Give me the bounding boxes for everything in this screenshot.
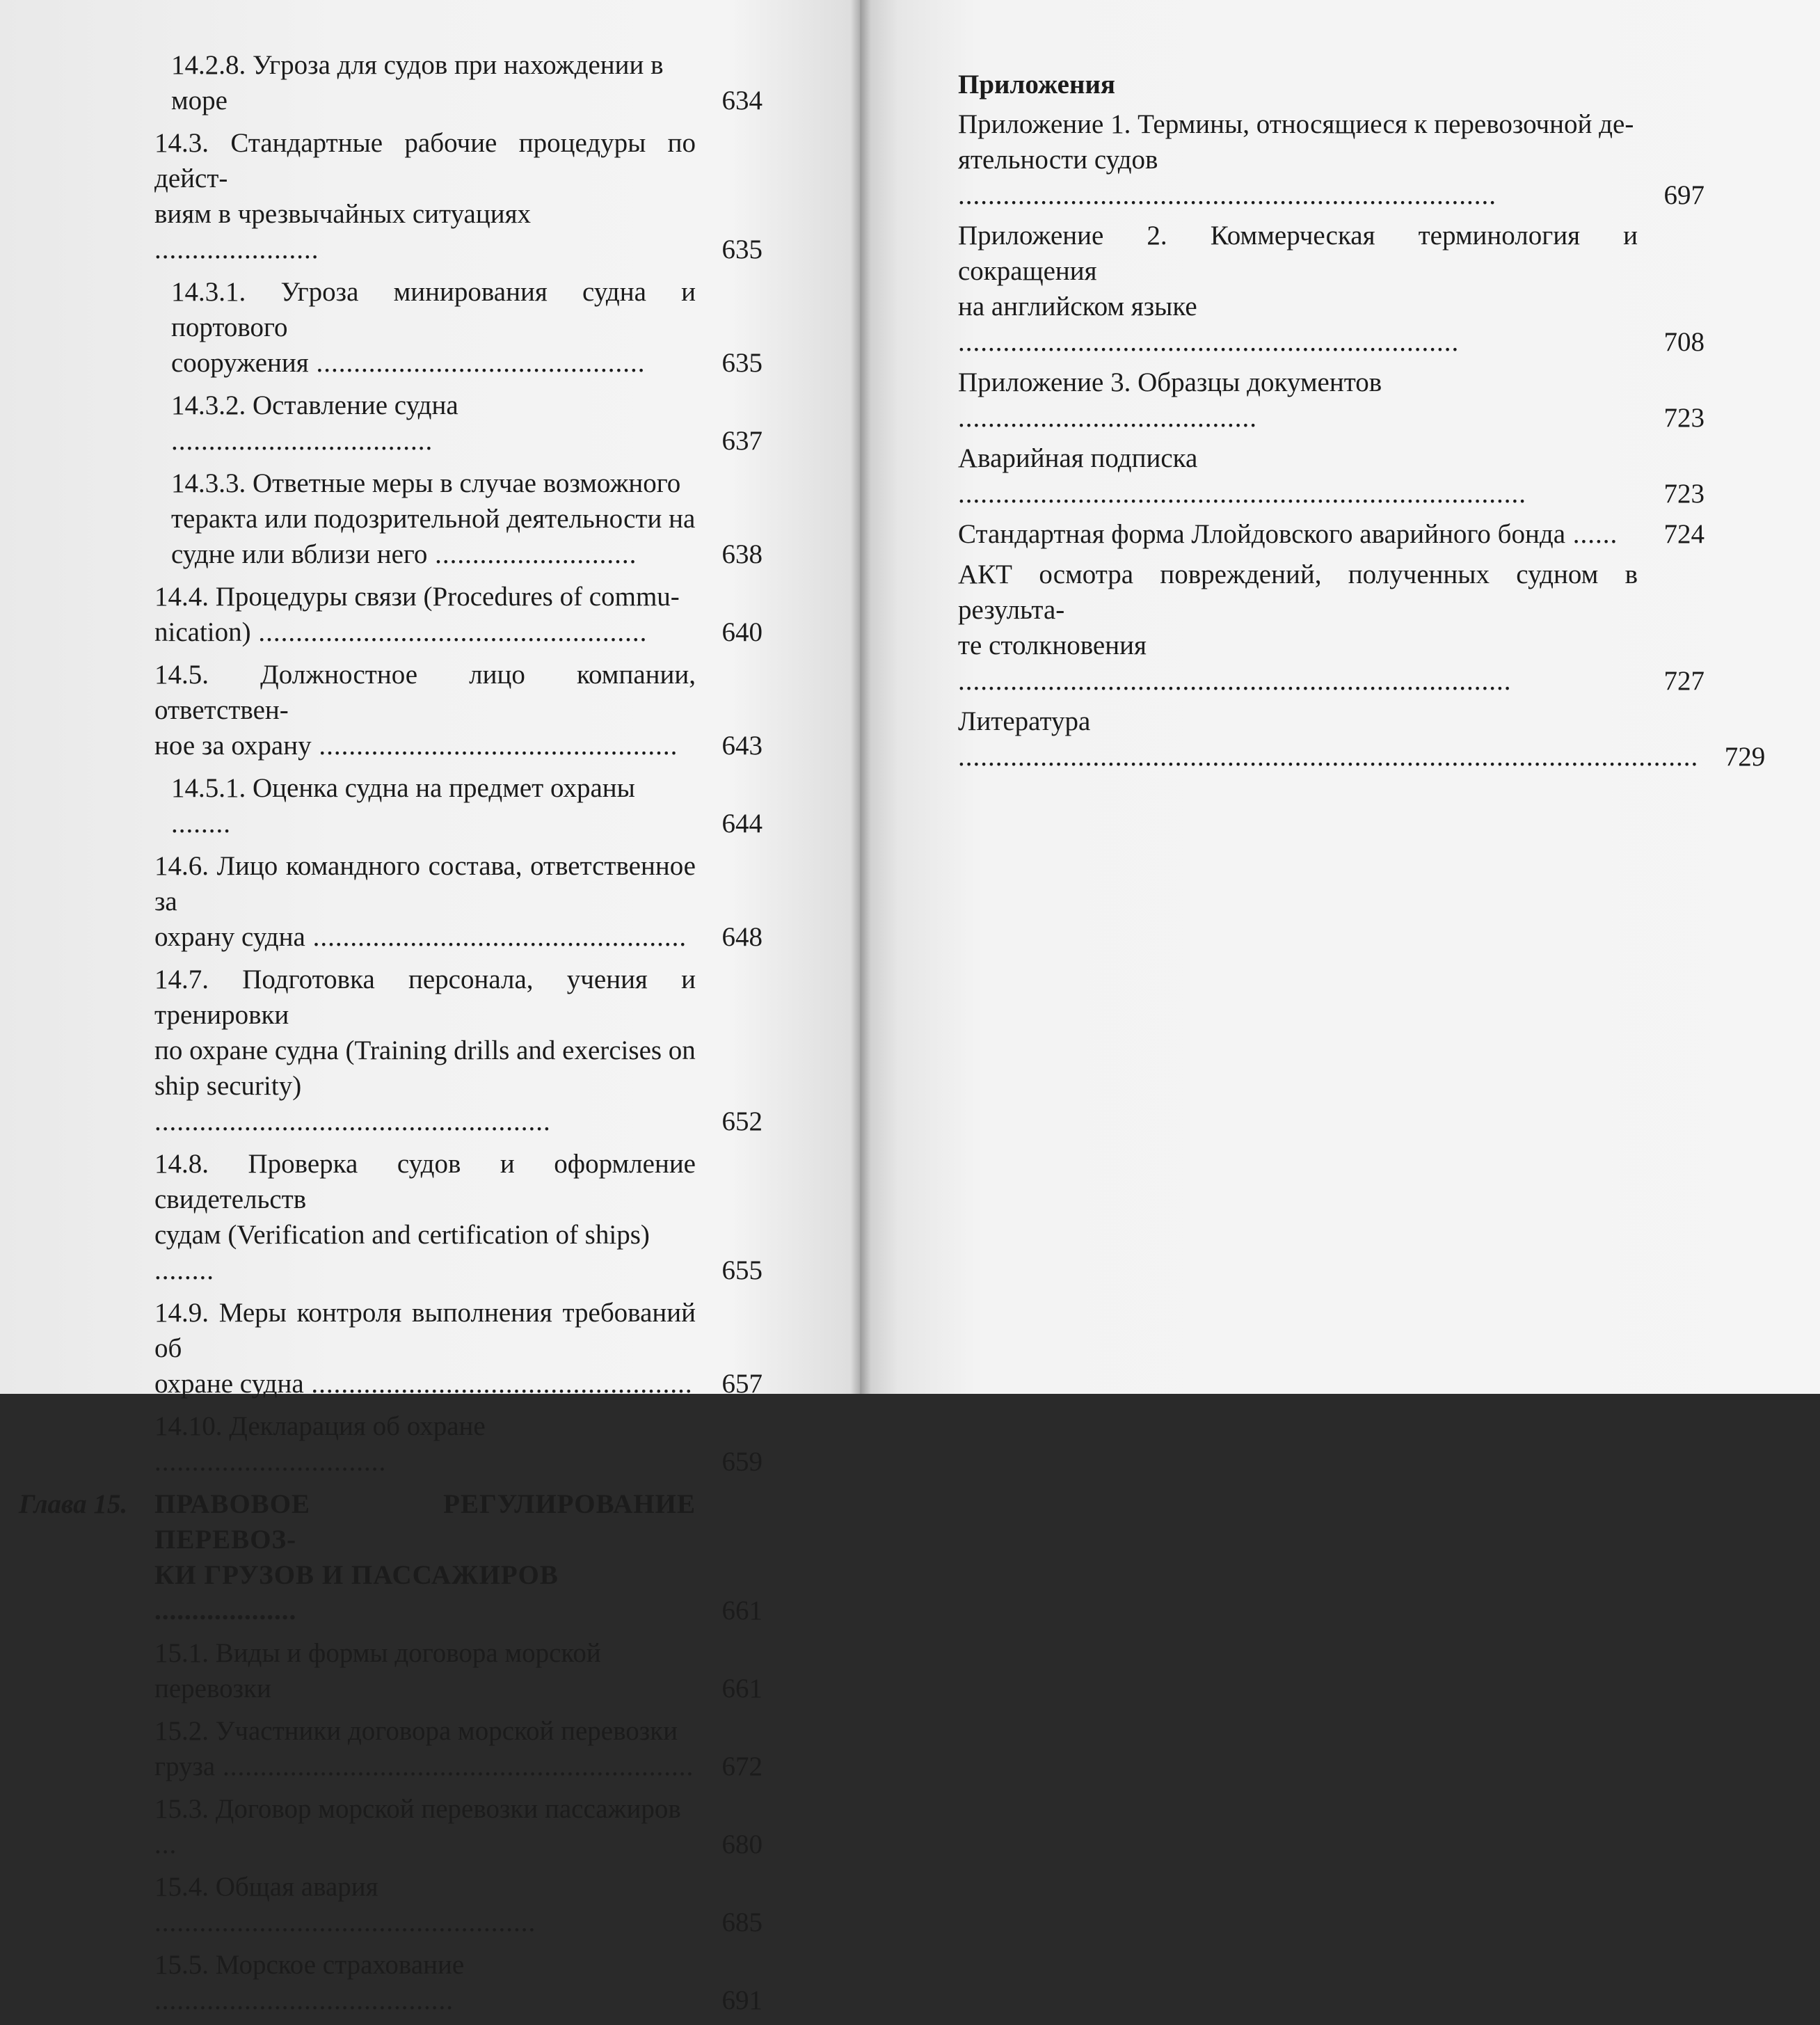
dot-leader: ........: [154, 1255, 214, 1285]
toc-entry-line: на английском языке ...................................................................: [958, 292, 1460, 357]
dot-leader: ...................................................: [154, 1907, 536, 1937]
toc-page-number: 634: [721, 86, 763, 116]
toc-entry: [958, 557, 1705, 699]
toc-entry: [171, 388, 763, 459]
toc-entry-line: ятельности судов ........................................................................: [958, 145, 1496, 210]
dot-leader: ......: [1565, 519, 1618, 549]
dot-leader: ..........................................................................: [958, 666, 1512, 696]
toc-entry-line: 14.3.3. Ответные меры в случае возможного: [171, 468, 681, 498]
toc-page-number: 729: [1724, 742, 1766, 772]
toc-entry: [171, 274, 763, 381]
toc-entry-line: 14.5.1. Оценка судна на предмет охраны ........: [171, 773, 635, 839]
left-page: [0, 0, 860, 2015]
toc-entry-line: судне или вблизи него ...........................: [171, 539, 637, 569]
toc-page-number: 724: [1663, 519, 1705, 549]
toc-entry-line: Приложение 1. Термины, относящиеся к перевозочной де-: [958, 109, 1634, 139]
toc-page-number: 635: [721, 348, 763, 378]
toc-entry: [958, 365, 1705, 436]
dot-leader: ...........................: [427, 539, 637, 569]
toc-entry: [958, 516, 1705, 552]
dot-leader: ...: [154, 1829, 177, 1859]
toc-entry-line: 15.3. Договор морской перевозки пассажиров ...: [154, 1794, 681, 1859]
toc-entry-line: Приложение 2. Коммерческая терминология и сокращения: [958, 221, 1638, 286]
toc-entry: [154, 848, 763, 955]
toc-entry-line: 14.6. Лицо командного состава, ответственное за: [154, 851, 696, 916]
dot-leader: ........................................: [154, 1985, 454, 2015]
dot-leader: ........: [171, 809, 231, 839]
dot-leader: ...................................................................: [958, 327, 1460, 357]
toc-entry: [958, 704, 1766, 775]
dot-leader: ...............................: [154, 1447, 387, 1477]
toc-entry: [154, 962, 763, 1139]
toc-page-number: 637: [721, 426, 763, 456]
toc-page-number: 708: [1663, 327, 1705, 357]
toc-entry-line: Литература ...................................................................................................: [958, 706, 1699, 772]
toc-page-number: 672: [721, 1752, 763, 1781]
book-gutter: [850, 0, 871, 1394]
chapter-number: Глава 15.: [19, 1489, 128, 1519]
appendix-heading: Приложения: [958, 70, 1116, 100]
toc-entry-line: охране судна ...................................................: [154, 1369, 693, 1399]
toc-entry: [171, 47, 763, 118]
toc-entry-line: охрану судна ..................................................: [154, 922, 687, 952]
toc-entry: [154, 1146, 763, 1288]
toc-entry: [154, 1295, 763, 1401]
toc-entry-line: ное за охрану ................................................: [154, 731, 678, 761]
toc-entry: [171, 466, 763, 572]
right-toc: [958, 67, 1766, 779]
toc-entry-line: ship security) .....................................................: [154, 1071, 551, 1136]
toc-entry: [19, 1486, 763, 1628]
toc-entry-line: груза ...............................................................: [154, 1752, 694, 1781]
toc-entry-line: 15.4. Общая авария ...................................................: [154, 1872, 536, 1937]
dot-leader: ................................................: [311, 731, 678, 761]
toc-entry-line: Приложение 3. Образцы документов ........................................: [958, 367, 1382, 433]
toc-entry-line: сооружения ............................................: [171, 348, 646, 378]
toc-entry: [171, 770, 763, 841]
toc-entry: [154, 1635, 763, 1706]
toc-page-number: 644: [721, 809, 763, 839]
toc-entry: [154, 1791, 763, 1862]
dot-leader: ...................................................................................................: [958, 742, 1699, 772]
toc-entry-line: 14.3. Стандартные рабочие процедуры по дейст-: [154, 128, 696, 193]
toc-entry-line: виям в чрезвычайных ситуациях ......................: [154, 199, 532, 264]
toc-page-number: 691: [721, 1985, 763, 2015]
toc-entry: [958, 218, 1705, 360]
dot-leader: .....................................................: [154, 1106, 551, 1136]
dot-leader: ...................: [154, 1596, 297, 1626]
toc-entry-line: по охране судна (Training drills and exercises on: [154, 1035, 696, 1065]
dot-leader: ...................................: [171, 426, 433, 456]
toc-entry-line: 15.5. Морское страхование ........................................: [154, 1950, 465, 2015]
toc-entry-line: те столкновения ..........................................................................: [958, 630, 1512, 696]
toc-entry: [958, 440, 1705, 511]
toc-entry-line: nication) ....................................................: [154, 617, 648, 647]
toc-entry: [154, 1947, 763, 2018]
toc-entry-line: теракта или подозрительной деятельности на: [171, 504, 696, 534]
toc-page-number: 648: [721, 922, 763, 952]
toc-entry-line: 15.1. Виды и формы договора морской перевозки: [154, 1638, 601, 1704]
toc-page-number: 652: [721, 1106, 763, 1136]
toc-entry-line: 14.5. Должностное лицо компании, ответствен-: [154, 660, 696, 725]
toc-entry: [154, 1869, 763, 1940]
dot-leader: ......................: [154, 235, 319, 264]
toc-page-number: 727: [1663, 666, 1705, 696]
toc-page-number: 680: [721, 1829, 763, 1859]
dot-leader: ........................................................................: [958, 180, 1496, 210]
dot-leader: ........................................: [958, 403, 1257, 433]
dot-leader: ...................................................: [303, 1369, 693, 1399]
toc-entry-line: КИ ГРУЗОВ И ПАССАЖИРОВ ...................: [154, 1560, 559, 1626]
left-toc: [19, 47, 763, 2025]
toc-page-number: 723: [1663, 403, 1705, 433]
toc-page-number: 643: [721, 731, 763, 761]
toc-entry-line: 14.2.8. Угроза для судов при нахождении в море: [171, 50, 664, 116]
toc-entry-line: 14.8. Проверка судов и оформление свидетельств: [154, 1149, 696, 1214]
toc-page-number: 657: [721, 1369, 763, 1399]
toc-entry-line: Аварийная подписка ............................................................................: [958, 443, 1526, 509]
right-page: [860, 0, 1820, 1394]
toc-entry: [154, 125, 763, 267]
toc-entry-line: АКТ осмотра повреждений, полученных судном в результа-: [958, 559, 1638, 625]
dot-leader: ..................................................: [305, 922, 687, 952]
toc-page-number: 638: [721, 539, 763, 569]
toc-entry-line: 14.9. Меры контроля выполнения требований об: [154, 1298, 696, 1363]
toc-entry-line: ПРАВОВОЕ РЕГУЛИРОВАНИЕ ПЕРЕВОЗ-: [154, 1489, 696, 1555]
toc-entry-line: 15.2. Участники договора морской перевозки: [154, 1716, 678, 1746]
toc-page-number: 685: [721, 1907, 763, 1937]
toc-page-number: 697: [1663, 180, 1705, 210]
toc-entry: [154, 657, 763, 763]
toc-page-number: 661: [721, 1596, 763, 1626]
toc-entry-line: 14.10. Декларация об охране ...............................: [154, 1411, 486, 1477]
dot-leader: ....................................................: [250, 617, 648, 647]
dot-leader: ............................................: [308, 348, 646, 378]
dot-leader: ............................................................................: [958, 479, 1526, 509]
toc-page-number: 655: [721, 1255, 763, 1285]
toc-entry: [154, 1713, 763, 1784]
dot-leader: ...............................................................: [215, 1752, 694, 1781]
toc-page-number: 661: [721, 1674, 763, 1704]
toc-entry-line: 14.3.2. Оставление судна ...................................: [171, 390, 458, 456]
toc-entry: [154, 579, 763, 650]
toc-entry-line: 14.3.1. Угроза минирования судна и портового: [171, 277, 696, 342]
toc-entry-line: 14.7. Подготовка персонала, учения и тренировки: [154, 964, 696, 1030]
toc-entry: [958, 106, 1705, 213]
toc-entry-line: 14.4. Процедуры связи (Procedures of commu-: [154, 582, 680, 612]
toc-entry-line: Стандартная форма Ллойдовского аварийного бонда ......: [958, 519, 1618, 549]
toc-page-number: 635: [721, 235, 763, 264]
toc-entry: [154, 1408, 763, 1479]
toc-entry-line: судам (Verification and certification of ships) ........: [154, 1220, 650, 1285]
toc-page-number: 640: [721, 617, 763, 647]
toc-page-number: 659: [721, 1447, 763, 1477]
toc-page-number: 723: [1663, 479, 1705, 509]
